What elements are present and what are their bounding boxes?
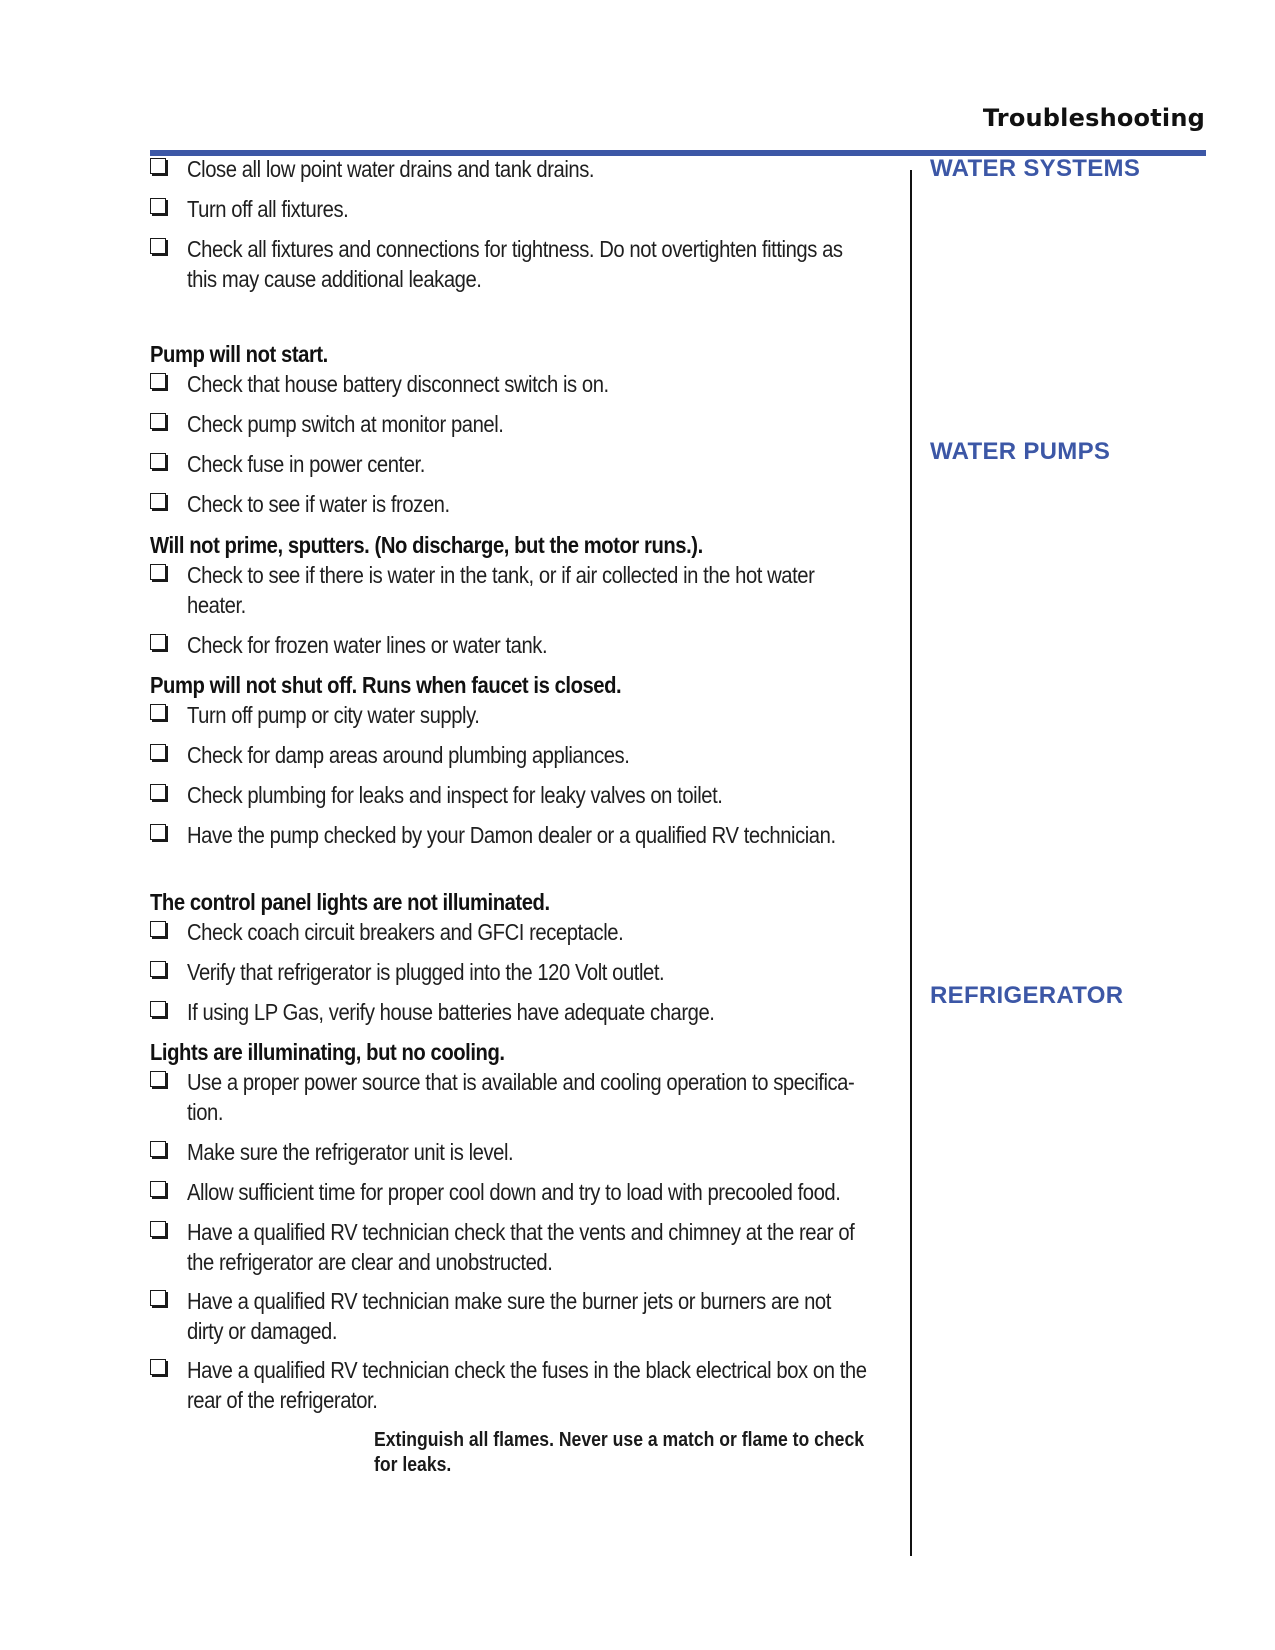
checklist-item-text: Turn off pump or city water supply. bbox=[187, 702, 480, 728]
checklist-item-text: Check to see if water is frozen. bbox=[187, 491, 450, 517]
checkbox-icon bbox=[150, 704, 166, 720]
checkbox-icon bbox=[150, 238, 166, 254]
checklist-item-text: Have a qualified RV technician make sure the burner jets or burners are not dirty or damaged. bbox=[187, 1288, 831, 1344]
checkbox-icon bbox=[150, 564, 166, 580]
checklist-item-text: Allow sufficient time for proper cool down and try to load with precooled food. bbox=[187, 1179, 841, 1205]
checklist-item-text: Have a qualified RV technician check that the vents and chimney at the rear of the refrigerator are clear and unobstructed. bbox=[187, 1219, 855, 1275]
checklist-item-text: Check that house battery disconnect switch is on. bbox=[187, 371, 609, 397]
checklist-item-text: Close all low point water drains and tank drains. bbox=[187, 156, 595, 182]
checklist-item-text: Check for damp areas around plumbing appliances. bbox=[187, 742, 630, 768]
side-heading-refrigerator: REFRIGERATOR bbox=[930, 982, 1124, 1009]
checkbox-icon bbox=[150, 453, 166, 469]
checklist-item-text: Check fuse in power center. bbox=[187, 451, 425, 477]
checklist-item-text: Have the pump checked by your Damon dealer or a qualified RV technician. bbox=[187, 822, 836, 848]
checkbox-icon bbox=[150, 493, 166, 509]
checkbox-icon bbox=[150, 744, 166, 760]
warning-note: Extinguish all flames. Never use a match or flame to check for leaks. bbox=[374, 1429, 865, 1476]
side-heading-water-systems: WATER SYSTEMS bbox=[930, 155, 1141, 182]
checkbox-icon bbox=[150, 824, 166, 840]
checklist-item-text: Make sure the refrigerator unit is level. bbox=[187, 1139, 514, 1165]
checkbox-icon bbox=[150, 1181, 166, 1197]
checkbox-icon bbox=[150, 198, 166, 214]
checkbox-icon bbox=[150, 1290, 166, 1306]
subheading-control-panel-lights: The control panel lights are not illuminated. bbox=[150, 889, 550, 915]
checkbox-icon bbox=[150, 1221, 166, 1237]
checklist-item-text: Check plumbing for leaks and inspect for leaky valves on toilet. bbox=[187, 782, 723, 808]
checklist-item-text: If using LP Gas, verify house batteries have adequate charge. bbox=[187, 999, 715, 1025]
checkbox-icon bbox=[150, 373, 166, 389]
checkbox-icon bbox=[150, 1141, 166, 1157]
checklist-item-text: Turn off all fixtures. bbox=[187, 196, 349, 222]
side-heading-water-pumps: WATER PUMPS bbox=[930, 438, 1111, 465]
checklist-item-text: Use a proper power source that is available and cooling operation to specifica- tion. bbox=[187, 1069, 855, 1125]
checkbox-icon bbox=[150, 961, 166, 977]
checkbox-icon bbox=[150, 634, 166, 650]
checkbox-icon bbox=[150, 784, 166, 800]
checkbox-icon bbox=[150, 1001, 166, 1017]
checkbox-icon bbox=[150, 413, 166, 429]
subheading-pump-will-not-start: Pump will not start. bbox=[150, 341, 328, 367]
checklist-item-text: Check all fixtures and connections for tightness. Do not overtighten fittings as this may cause additional leakage. bbox=[187, 236, 843, 292]
subheading-no-cooling: Lights are illuminating, but no cooling. bbox=[150, 1039, 505, 1065]
checklist-item-text: Check coach circuit breakers and GFCI receptacle. bbox=[187, 919, 624, 945]
page-header: Troubleshooting bbox=[982, 104, 1205, 132]
checklist-item-text: Verify that refrigerator is plugged into the 120 Volt outlet. bbox=[187, 959, 665, 985]
checklist-item-text: Check for frozen water lines or water tank. bbox=[187, 632, 548, 658]
subheading-will-not-prime: Will not prime, sputters. (No discharge, but the motor runs.). bbox=[150, 532, 703, 558]
checkbox-icon bbox=[150, 921, 166, 937]
checklist-item-text: Check pump switch at monitor panel. bbox=[187, 411, 504, 437]
checkbox-icon bbox=[150, 1071, 166, 1087]
checklist-item-text: Have a qualified RV technician check the fuses in the black electrical box on the rear of the refrigerator. bbox=[187, 1357, 867, 1413]
checkbox-icon bbox=[150, 158, 166, 174]
subheading-pump-will-not-shut-off: Pump will not shut off. Runs when faucet is closed. bbox=[150, 672, 622, 698]
checklist-item-text: Check to see if there is water in the tank, or if air collected in the hot water heater. bbox=[187, 562, 815, 618]
checkbox-icon bbox=[150, 1359, 166, 1375]
